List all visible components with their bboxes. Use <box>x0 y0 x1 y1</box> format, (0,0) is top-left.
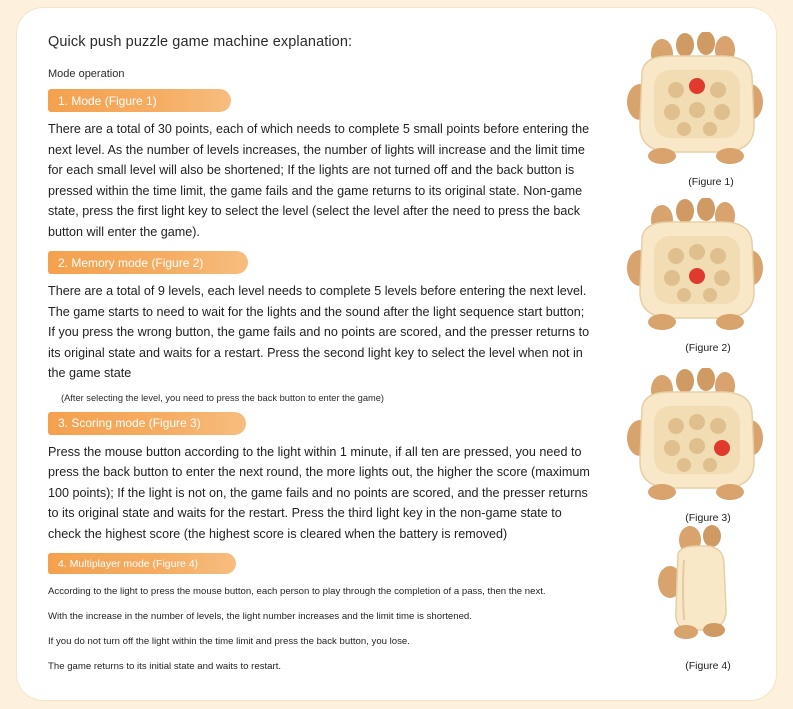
game-machine-front-red-light-icon <box>622 32 772 172</box>
figure-3-caption: (Figure 3) <box>685 512 731 524</box>
page-title: Quick push puzzle game machine explanation: <box>48 34 353 50</box>
figure-column <box>617 26 777 690</box>
game-machine-front-center-light-icon <box>622 198 772 338</box>
game-machine-front-right-light-icon <box>622 368 772 508</box>
section-body-memory-mode: There are a total of 9 levels, each level needs to complete 5 levels before entering the next level. The game starts to need to wait for the lights and the sound after the light sequence start button; If you press the wrong button, the game fails and no points are scored, and the presser returns to its original state and waits for a restart. Press the second light key to select the level when not in the game state <box>48 284 590 380</box>
figure-2 <box>617 198 777 354</box>
figure-4-caption: (Figure 4) <box>685 660 731 672</box>
section-heading-memory-mode: 2. Memory mode (Figure 2) <box>48 251 248 274</box>
figure-2-caption: (Figure 2) <box>685 342 731 354</box>
section-heading-multiplayer-mode: 4. Multiplayer mode (Figure 4) <box>48 553 236 574</box>
section-note-memory-mode: (After selecting the level, you need to press the back button to enter the game) <box>61 392 384 403</box>
figure-1 <box>617 32 777 188</box>
game-machine-side-view-icon <box>622 524 772 654</box>
instruction-card <box>17 8 776 700</box>
text-column <box>33 22 593 686</box>
section-subhead: Mode operation <box>48 68 125 80</box>
section-body-multiplayer-line-1: According to the light to press the mouse button, each person to play through the completion of a pass, then the next. <box>48 586 546 597</box>
section-body-multiplayer-line-4: The game returns to its initial state and waits to restart. <box>48 661 282 672</box>
section-heading-scoring-mode: 3. Scoring mode (Figure 3) <box>48 412 246 435</box>
figure-3 <box>617 368 777 524</box>
section-body-mode: There are a total of 30 points, each of which needs to complete 5 small points before entering the next level. As the number of levels increases, the number of lights will increase and the limit time for each small level will also be shortened; If the lights are not turned off and the back button is pressed within the time limit, the game fails and the game returns to its original state. Non-game state, press the first light key to select the level (select the level after the need to press the back button will enter the game). <box>48 122 590 239</box>
section-body-multiplayer-line-3: If you do not turn off the light within the time limit and press the back button, you lose. <box>48 636 410 647</box>
section-body-scoring-mode: Press the mouse button according to the light within 1 minute, if all ten are pressed, you need to press the back button to enter the next round, the more lights out, the higher the score (maximum 100 points); If the light is not on, the game fails and no points are scored, and the presser returns to its original state and waits for the restart. Press the third light key in the non-game state to check the highest score (the highest score is cleared when the battery is removed) <box>48 444 590 541</box>
section-heading-mode: 1. Mode (Figure 1) <box>48 89 231 112</box>
section-body-multiplayer-line-2: With the increase in the number of levels, the light number increases and the limit time is shortened. <box>48 611 472 622</box>
figure-4 <box>617 524 777 672</box>
figure-1-caption: (Figure 1) <box>688 176 734 188</box>
